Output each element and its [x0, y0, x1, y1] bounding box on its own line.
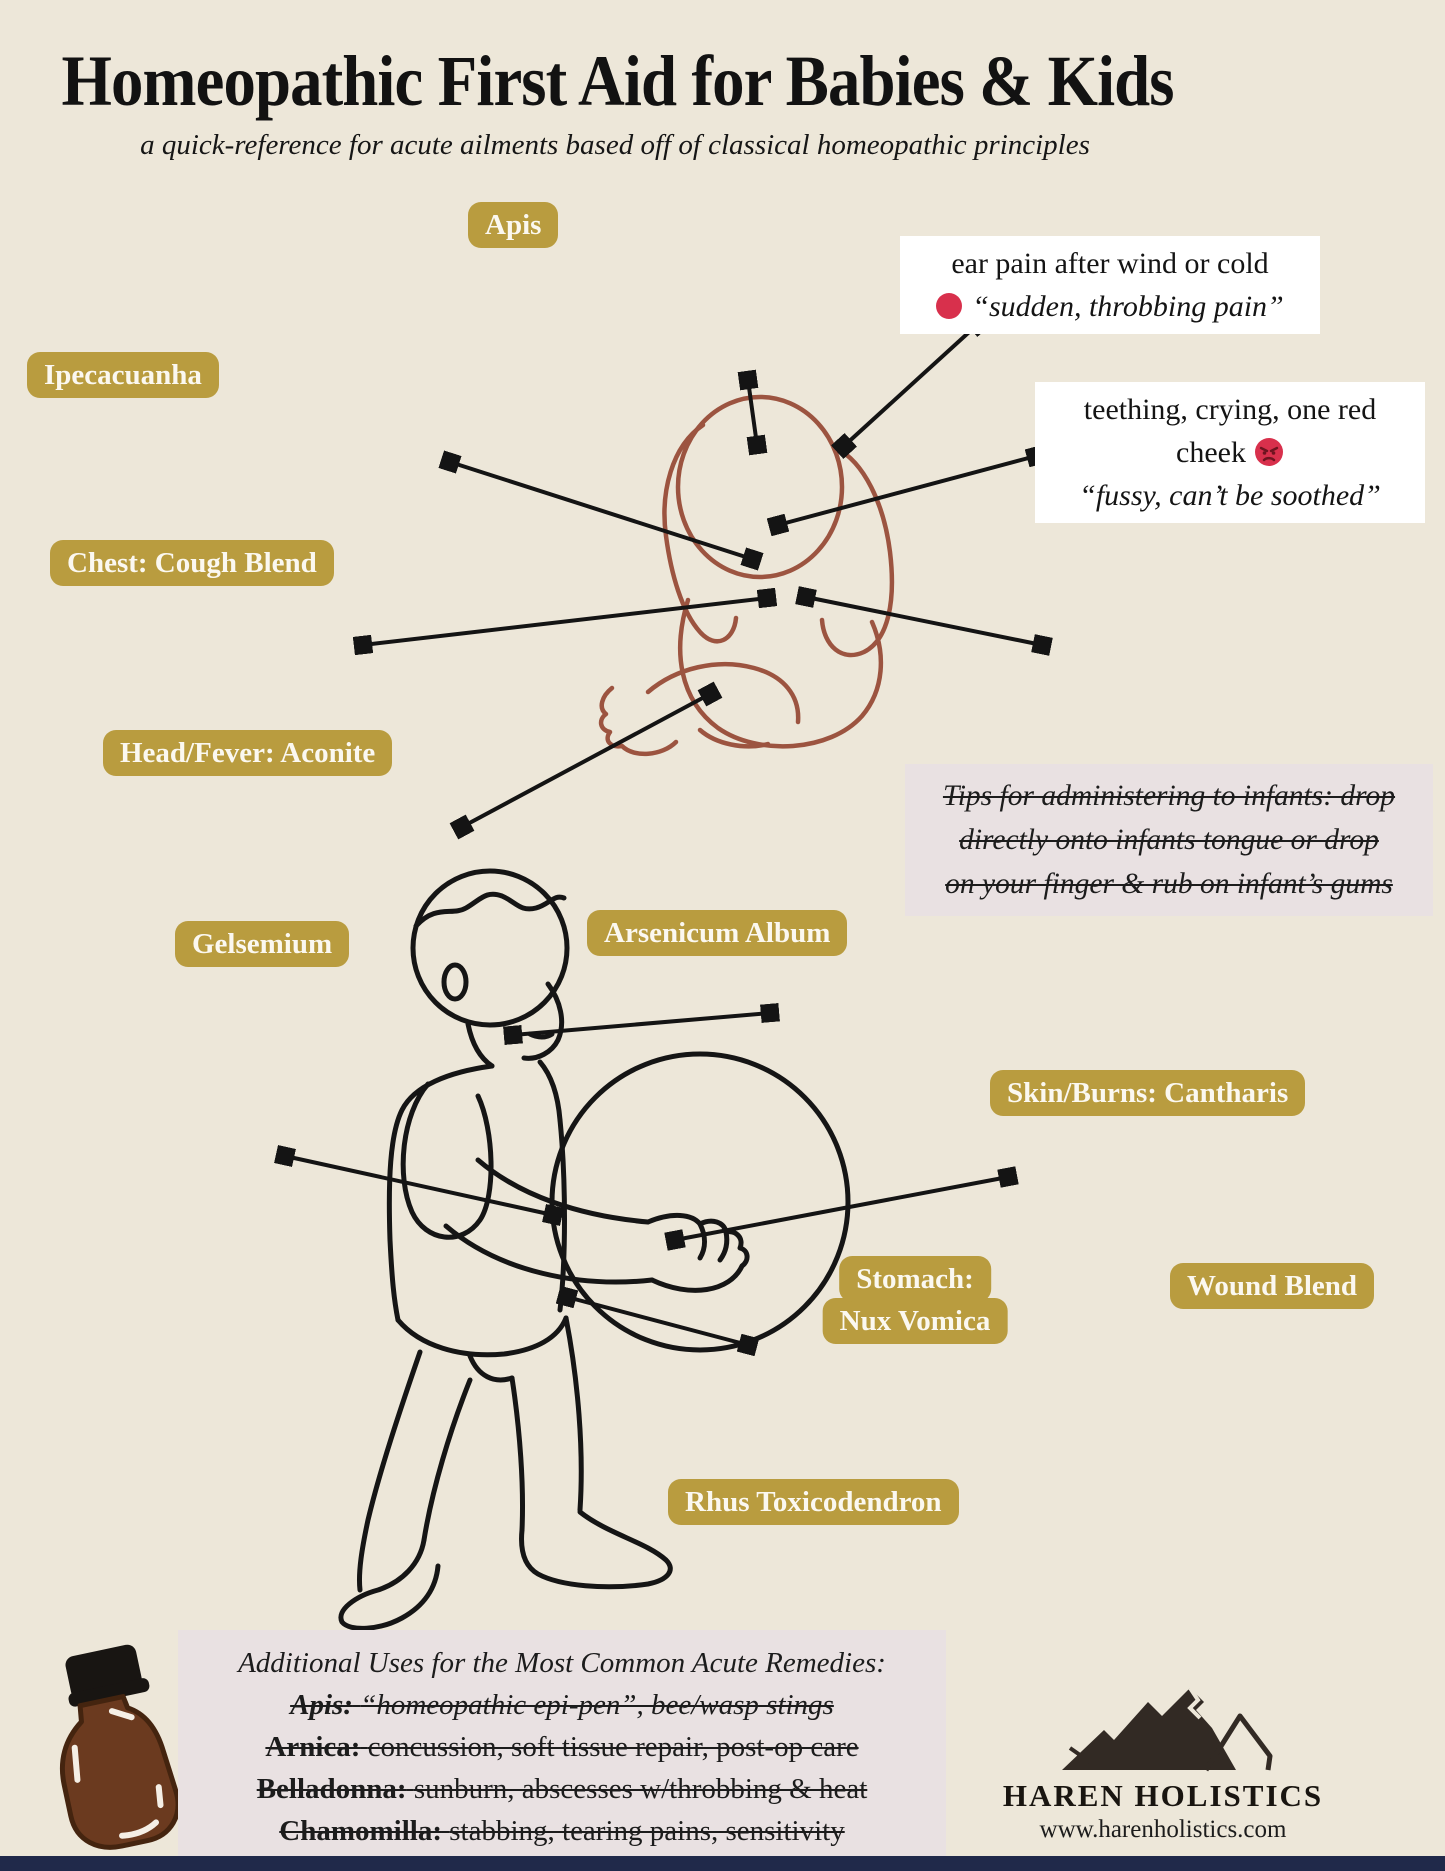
connector-line: [675, 1177, 1008, 1240]
brand-url: www.harenholistics.com: [1039, 1816, 1287, 1843]
connector-line: [778, 456, 1036, 525]
teething-callout: [1035, 382, 1425, 523]
label-ipecacuanha: Ipecacuanha: [27, 352, 219, 398]
brand-block: [963, 1778, 1363, 1844]
tips-line: on your finger & rub on infant’s gums: [945, 868, 1393, 900]
remedy-name: Arnica:: [265, 1731, 361, 1763]
remedy-name: Belladonna:: [256, 1773, 407, 1805]
angry-face-icon: [1254, 436, 1284, 466]
remedy-desc: concussion, soft tissue repair, post-op care: [367, 1731, 859, 1763]
red-circle-icon: [936, 293, 962, 319]
label-stomach-nux-vomica-line2: Nux Vomica: [823, 1298, 1008, 1344]
label-gelsemium: Gelsemium: [175, 921, 349, 967]
teething-quote: “fussy, can’t be soothed”: [1079, 479, 1381, 512]
ear-pain-callout: [900, 236, 1320, 334]
connector-line: [450, 462, 752, 559]
footer-bar: [0, 1856, 1445, 1871]
header: [0, 40, 1230, 162]
label-head-fever-aconite: Head/Fever: Aconite: [103, 730, 392, 776]
remedy-desc: stabbing, tearing pains, sensitivity: [449, 1815, 845, 1847]
additional-uses-title: Additional Uses for the Most Common Acute Remedies:: [238, 1647, 886, 1679]
remedy-name: Apis:: [290, 1689, 353, 1721]
label-stomach-nux-vomica-line1: Stomach:: [839, 1256, 991, 1302]
connector-line: [844, 324, 978, 446]
connector-line: [806, 597, 1042, 645]
remedy-row: [182, 1684, 942, 1726]
baby-illustration: [601, 397, 892, 754]
brand-name: HAREN HOLISTICS: [1002, 1778, 1324, 1813]
label-apis: Apis: [468, 202, 558, 248]
tips-line: directly onto infants tongue or drop: [959, 824, 1379, 856]
remedy-name: Chamomilla:: [279, 1815, 442, 1847]
amber-bottle-icon: [38, 1641, 185, 1855]
remedy-desc: “homeopathic epi-pen”, bee/wasp stings: [360, 1689, 834, 1721]
label-wound-blend: Wound Blend: [1170, 1263, 1374, 1309]
connector-line: [567, 1297, 748, 1345]
connector-line: [513, 1013, 770, 1035]
teething-text-line2: cheek: [1176, 436, 1246, 469]
connector-line: [748, 380, 757, 445]
label-chest-cough-blend: Chest: Cough Blend: [50, 540, 334, 586]
remedy-row: [182, 1768, 942, 1810]
teething-text-line1: teething, crying, one red: [1083, 393, 1377, 426]
connector-line: [462, 694, 710, 827]
tips-line: Tips for administering to infants: drop: [942, 780, 1396, 812]
tips-box: [905, 764, 1433, 916]
remedy-row: [182, 1810, 942, 1852]
page-subtitle: a quick-reference for acute ailments based off of classical homeopathic principles: [140, 129, 1090, 161]
ear-pain-text: ear pain after wind or cold: [951, 247, 1269, 280]
remedy-desc: sunburn, abscesses w/throbbing & heat: [413, 1773, 868, 1805]
label-arsenicum-album: Arsenicum Album: [587, 910, 847, 956]
ear-pain-quote: “sudden, throbbing pain”: [972, 290, 1284, 323]
label-rhus-toxicodendron: Rhus Toxicodendron: [668, 1479, 959, 1525]
page-title: Homeopathic First Aid for Babies & Kids: [61, 41, 1174, 121]
mountain-logo-icon: [1062, 1688, 1270, 1770]
label-skin-burns-cantharis: Skin/Burns: Cantharis: [990, 1070, 1305, 1116]
remedy-row: [182, 1726, 942, 1768]
additional-uses-box: [178, 1630, 946, 1866]
